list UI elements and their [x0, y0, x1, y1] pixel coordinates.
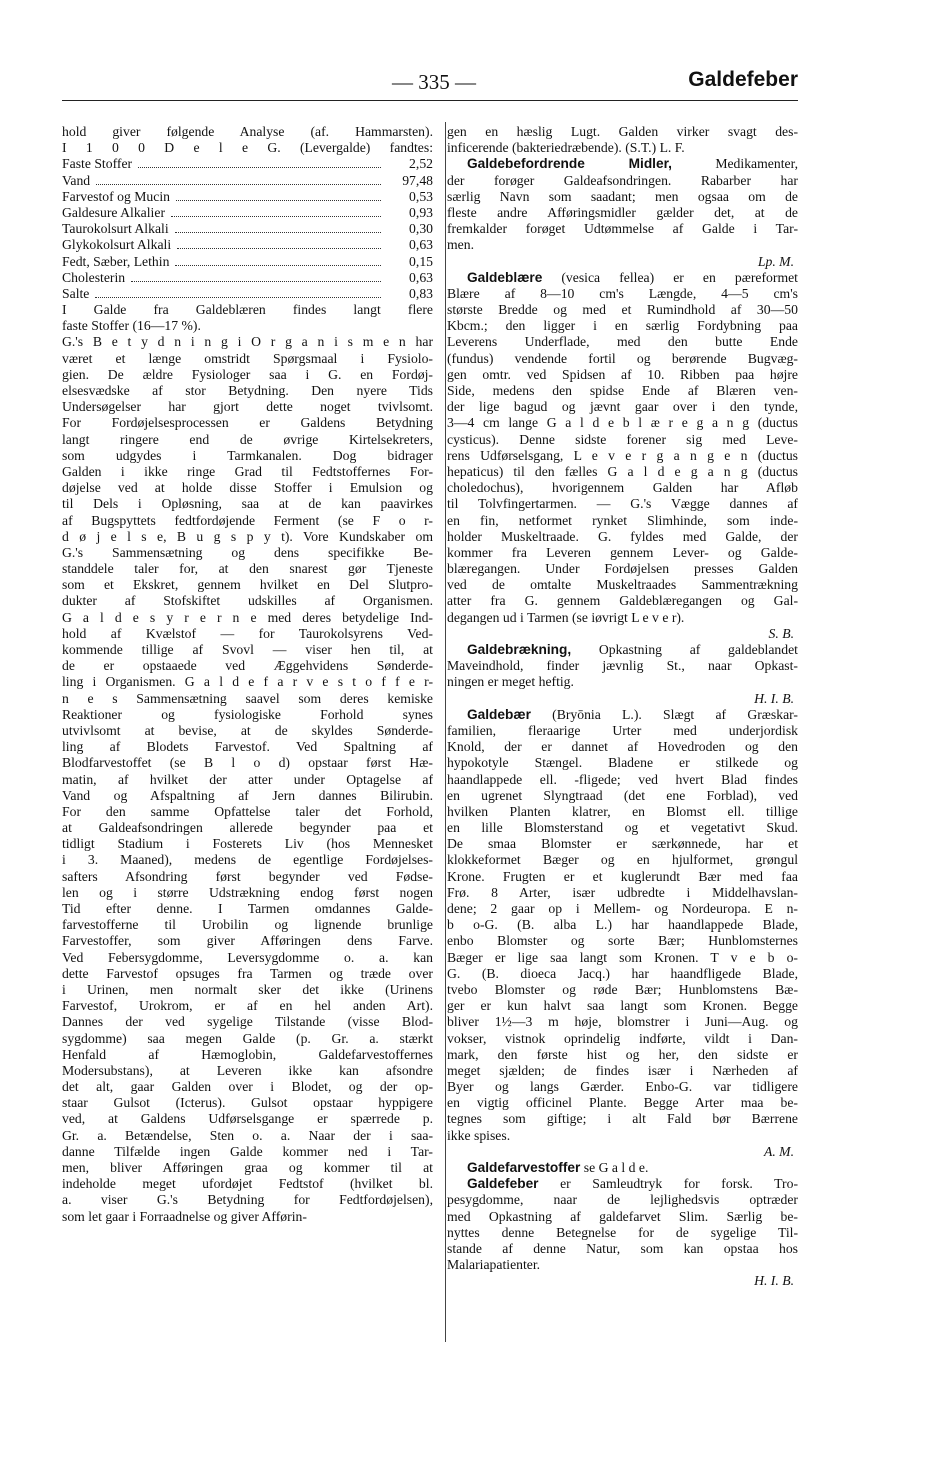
text-line: Vand og Afspaltning af Jern dannes Bilirubin. — [62, 787, 433, 803]
entry-text: Kbcm.; den ligger i en særlig Fordybning paa — [447, 318, 798, 334]
analysis-label: Glykokolsurt Alkali — [62, 237, 172, 253]
text-line — [447, 820, 798, 836]
text-line: dette Farvestof opsuges fra Tarmen og træde over — [62, 965, 433, 981]
entry-headword: Galdebefordrende Midler, — [467, 156, 672, 172]
text-line: safters Afsondring først begynder ved Fødse- — [62, 868, 433, 884]
text-line: i Urinen, men normalt sker det ikke (Urinens — [62, 981, 433, 997]
entry-text: nyttes denne Betegnelse for de sygelige Til- — [447, 1224, 798, 1240]
analysis-value: 0,63 — [409, 237, 433, 253]
text-line — [447, 739, 798, 755]
entry-text: dene; 2 gaar op i Mellem- og Nordeuropa. E n- — [447, 901, 798, 916]
entry-text: bliver 1½—3 m høje, blomstrer i Juni—Aug. og — [447, 1014, 798, 1030]
entry-headword: Galdeblære — [467, 269, 543, 285]
text-line: som let gaar i Forraadnelse og giver Afførin- — [62, 1208, 307, 1224]
text-line — [447, 1209, 798, 1225]
author-signature: Lp. M. — [757, 253, 794, 269]
entry-text: ved de omtalte Muskeltraades Sammentrækning — [447, 577, 798, 593]
entry-text: med Opkastning af galdefarvet Slim. Særlig be- — [447, 1208, 798, 1224]
text-line: kommende tillige af Svovl — viser hen til, at — [62, 642, 433, 657]
text-line — [447, 1160, 798, 1176]
analysis-row — [62, 270, 433, 286]
text-line — [447, 221, 798, 237]
entry-text: ningen er meget heftig. — [447, 674, 574, 690]
entry-text: Medikamenter, — [671, 156, 798, 172]
text-line: hold af Kvælstof — for Taurokolsyrens Ved- — [62, 625, 433, 641]
text-line — [447, 480, 798, 496]
entry-text: kommer fra Leveren gennem Lever- og Galde- — [447, 544, 798, 560]
text-line — [447, 1047, 798, 1063]
analysis-value: 0,93 — [409, 204, 433, 220]
author-signature: A. M. — [763, 1143, 794, 1159]
dot-leader — [177, 248, 381, 249]
text-line: det alt, gaar Galden over i Blodet, og der op- — [62, 1079, 433, 1095]
entry-text: hypokotyle Stængel. Bladene er stilkede og — [447, 755, 798, 771]
text-line — [447, 1079, 798, 1095]
text-line: Henfald af Hæmoglobin, Galdefarvestoffernes — [62, 1046, 433, 1062]
text-line — [447, 1063, 798, 1079]
author-signature: H. I. B. — [754, 690, 794, 706]
running-head: Galdefeber — [688, 68, 798, 91]
dot-leader — [131, 281, 381, 282]
text-line — [447, 1014, 798, 1030]
entry-text: Bæger er lige saa langt som Kronen. T v e b o- — [447, 949, 798, 965]
text-line: For den samme Opfattelse taler det Forhold, — [62, 803, 433, 819]
text-line: faste Stoffer (16—17 %). — [62, 318, 201, 334]
entry-text: der lige bagud og jævnt gaar over i den tynde, — [447, 399, 798, 415]
text-line: Blodfarvestoffet (se B l o d) opstaar først Hæ- — [62, 755, 433, 771]
analysis-label: Taurokolsurt Alkali — [62, 221, 169, 237]
text-line: som et Ekskret, gennem hvilket en Del Slutpro- — [62, 577, 433, 593]
entry-text: fleste andre Afføringsmidler gælder det, at de — [447, 204, 798, 220]
entry-text: (fundus) vendende fortil og berørende Bugvæg- — [447, 350, 798, 366]
text-line — [447, 1257, 798, 1273]
entry-text: Maveindhold, finder jævnlig St., naar Opkast- — [447, 658, 798, 674]
text-line — [447, 723, 798, 739]
entry-text: atter fra G. gennem Galdeblæregangen og Gal- — [447, 593, 798, 609]
entry-text: rens Udførselsgang, L e v e r g a n g e n (ductus — [447, 447, 798, 463]
entry-text: pesygdomme, naar de lejlighedsvis optræder — [447, 1192, 798, 1208]
analysis-value: 97,48 — [402, 172, 433, 188]
text-line: de er opstaaede ved Æggehvidens Sønderde- — [62, 658, 433, 674]
analysis-label: Vand — [62, 172, 91, 188]
text-line: sygdomme) saa megen Galde (p. Gr. a. stærkt — [62, 1030, 433, 1046]
analysis-value: 0,15 — [409, 253, 433, 269]
analysis-label: Galdesure Alkalier — [62, 204, 165, 220]
text-line — [447, 205, 798, 221]
entry-headword: Galdefeber — [467, 1176, 539, 1192]
text-line: Farvestoffer, som giver Afføringen dens Farve. — [62, 933, 433, 949]
text-line — [447, 610, 798, 626]
entry-text: se G a l d e. — [580, 1160, 649, 1175]
analysis-row — [62, 156, 433, 172]
text-line: elsesvædske af stor Betydning. Den nyere Tids — [62, 383, 433, 398]
text-line: gien. De ældre Fysiologer saa i G. en Fordøj- — [62, 366, 433, 382]
text-line — [447, 933, 798, 949]
entry-text: holder Muskeltraade. G. fyldes med Galde, der — [447, 528, 798, 544]
text-line — [447, 1241, 798, 1257]
text-line: n e s Sammensætning saavel som deres kemiske — [62, 690, 433, 706]
text-line — [447, 464, 798, 480]
entry-text: degangen ud i Tarmen (se iøvrigt L e v e r). — [447, 609, 685, 625]
entry-text: en fin, netformet rynket Slimhinde, som inde- — [447, 512, 798, 528]
text-line — [447, 869, 798, 885]
text-line — [447, 529, 798, 545]
text-line: dukter af Stofskiftet udskilles af Organismen. — [62, 593, 433, 609]
text-line — [447, 658, 798, 674]
text-line — [447, 545, 798, 561]
entry-text: Blære af 8—10 cm's Længde, 4—5 cm's — [447, 285, 798, 301]
entry-headword: Galdebær — [467, 706, 531, 722]
text-line — [447, 755, 798, 771]
text-line: Galden i ikke ringe Grad til Fedtstoffernes For- — [62, 463, 433, 479]
text-line — [447, 901, 798, 917]
text-line: standdele taler for, at den snarest gør Tjeneste — [62, 561, 433, 577]
text-line: danne Tilfælde ingen Galde kommer ned i Tar- — [62, 1143, 433, 1159]
text-line — [447, 318, 798, 334]
text-line: indeholde meget ufordøjet Fedtstof (hvilket bl. — [62, 1176, 433, 1192]
text-line: Ved Febersygdomme, Leversygdomme o. a. kan — [62, 949, 433, 965]
analysis-row — [62, 286, 433, 302]
analysis-label: Salte — [62, 285, 90, 301]
text-line — [447, 804, 798, 820]
text-line: Undersøgelser har gjort dette noget tvivlsomt. — [62, 399, 433, 415]
text-line — [447, 836, 798, 852]
text-line: som udgydes i Tarmkanalen. Dog bidrager — [62, 447, 433, 463]
entry-text: choledochus), hvorigennem Galden har Afløb — [447, 480, 798, 496]
entry-text: der forøger Galdeafsondringen. Rabarber har — [447, 172, 798, 188]
text-line: G a l d e s y r e r n e med deres betydelige Ind- — [62, 609, 433, 625]
text-line: at Galdeafsondringen allerede begynder paa et — [62, 820, 433, 836]
text-line — [447, 448, 798, 464]
text-line — [447, 642, 798, 658]
text-line: For Fordøjelsesprocessen er Galdens Betydning — [62, 415, 433, 431]
text-line: a. viser G.'s Betydning for Fedtfordøjelsen), — [62, 1192, 433, 1208]
text-line — [447, 593, 798, 609]
entry-text: særlig Navn som saadant; men ogsaa om de — [447, 188, 798, 204]
entry-text: gen omtr. ved Spidsen af 10. Ribben paa højre — [447, 366, 798, 382]
entry-text: G. (B. dioeca Jacq.) har haandfligede Blade, — [447, 965, 798, 981]
entry-text: meget sjælden; de findes især i Nærheden af — [447, 1062, 798, 1078]
analysis-value: 0,30 — [409, 221, 433, 237]
text-line: ved, at Galdens Udførselsgange er spærrede p. — [62, 1111, 433, 1127]
entry-text: er Samleudtryk for forsk. Tro- — [538, 1176, 798, 1192]
text-line — [447, 577, 798, 593]
left-column — [62, 124, 433, 1225]
entry-text: stande af denne Natur, som kan opstaa hos — [447, 1240, 798, 1256]
text-line — [447, 1031, 798, 1047]
text-line: Dannes der ved sygelige Tilstande (visse Blod- — [62, 1014, 433, 1030]
analysis-value: 0,63 — [409, 269, 433, 285]
entry-text: Leverens Underflade, med den butte Ende — [447, 334, 798, 350]
analysis-row — [62, 237, 433, 253]
page-header — [62, 68, 798, 98]
entry-text: b o-G. (B. alba L.) har haandlappede Blade, — [447, 917, 798, 933]
text-line: utvivlsomt at bevise, at de skyldes Sønderde- — [62, 722, 433, 738]
analysis-row — [62, 205, 433, 221]
entry-text: enbo Blomster og sorte Bær; Hunblomsternes — [447, 933, 798, 949]
entry-text: fremkalder forøget Udtømmelse af Galde i Tar- — [447, 221, 798, 237]
text-line — [447, 1176, 798, 1192]
text-line — [447, 415, 798, 431]
text-line — [447, 674, 798, 690]
text-line: langt ringere end de øvrige Kirtelsekreters, — [62, 431, 433, 447]
dot-leader — [175, 265, 381, 266]
analysis-value: 0,53 — [409, 188, 433, 204]
text-line: Gr. a. Betændelse, Sten o. a. Naar der i saa- — [62, 1127, 433, 1143]
text-line: ling af Blodets Farvestof. Ved Spaltning af — [62, 739, 433, 755]
entry-text: gen en hæslig Lugt. Galden virker svagt des- — [447, 124, 798, 139]
text-line — [447, 383, 798, 399]
text-line — [447, 1111, 798, 1127]
text-line — [447, 1192, 798, 1208]
text-line: men, bliver Afføringen graa og kommer til at — [62, 1160, 433, 1175]
text-line — [447, 1128, 798, 1144]
entry-text: hvilken Planten klatrer, en Blomst ell. tillige — [447, 803, 798, 819]
dot-leader — [138, 167, 381, 168]
text-line — [447, 917, 798, 933]
entry-text: Malariapatienter. — [447, 1257, 541, 1273]
entry-text: ikke spises. — [447, 1127, 511, 1143]
entry-text: tegnes som giftige; i alt Fald bør Bærrene — [447, 1111, 798, 1127]
entry-text: ger er kun halvt saa langt som Kronen. Begge — [447, 998, 798, 1014]
text-line — [447, 772, 798, 788]
entry-text: men. — [447, 237, 474, 253]
text-line: ling i Organismen. G a l d e f a r v e s t o f f e r- — [62, 674, 433, 690]
text-line: matin, af hvilket der atter under Optagelse af — [62, 771, 433, 787]
entry-text: 3—4 cm lange G a l d e b l æ r e g a n g (ductus — [447, 415, 798, 431]
dot-leader — [175, 232, 381, 233]
text-line: døjelse ved at holde disse Stoffer i Emulsion og — [62, 480, 433, 496]
entry-text: Knold, der er dannet af Hovedroden og den — [447, 739, 798, 755]
text-line — [447, 286, 798, 302]
entry-text: Frø. 8 Arter, især udbredte i Middelhavslan- — [447, 884, 798, 900]
text-line — [447, 1095, 798, 1111]
text-line: hold giver følgende Analyse (af. Hammarsten). — [62, 124, 433, 139]
author-signature: H. I. B. — [754, 1273, 794, 1289]
analysis-value: 2,52 — [409, 156, 433, 172]
text-line — [447, 561, 798, 577]
entry-text: hepaticus) til den fælles G a l d e g a n g (ductus — [447, 463, 798, 479]
analysis-row — [62, 173, 433, 189]
entry-text: blæregangen. Under Fordøjelsen presses Galden — [447, 561, 798, 577]
text-line — [447, 334, 798, 350]
entry-text: tvebo Blomster og røde Bær; Hunblomstens Bæ- — [447, 981, 798, 997]
text-line — [447, 237, 798, 253]
column-divider — [445, 122, 446, 1342]
entry-text: mark, den første hist og her, den sidste er — [447, 1046, 798, 1062]
text-line — [447, 432, 798, 448]
text-line: Modersubstans), at Leveren ikke kan afsondre — [62, 1062, 433, 1078]
analysis-row — [62, 221, 433, 237]
text-line — [447, 966, 798, 982]
analysis-row — [62, 254, 433, 270]
text-line: staar Gulsot (Icterus). Gulsot opstaar hyppigere — [62, 1095, 433, 1111]
text-line: af Bugspyttets fedtfordøjende Ferment (se F o r- — [62, 512, 433, 528]
page-number: — 335 — — [392, 70, 476, 94]
text-line: været et længe omstridt Spørgsmaal i Fysiolo- — [62, 350, 433, 366]
entry-text: familien, fleraarige Urter med underjordisk — [447, 722, 798, 738]
text-line — [447, 513, 798, 529]
entry-text: en vigtig officinel Plante. Begge Arter maa be- — [447, 1095, 798, 1111]
text-line — [447, 173, 798, 189]
right-column — [447, 124, 798, 1290]
text-line — [447, 124, 798, 140]
text-line — [447, 351, 798, 367]
entry-text: vokser, vistnok oprindelig indførte, vildt i Dan- — [447, 1030, 798, 1046]
entry-text: klokkeformet Bæger og en hjulformet, grøngul — [447, 852, 798, 868]
entry-text: (vesica fellea) er en pæreformet — [542, 269, 798, 285]
text-line: Farvestof, Urokrom, er af en hel anden Art). — [62, 998, 433, 1014]
text-line — [447, 156, 798, 172]
entry-headword: Galdebrækning, — [467, 642, 572, 657]
text-line — [447, 1225, 798, 1241]
text-line — [447, 852, 798, 868]
text-line: d ø j e l s e, B u g s p y t). Vore Kundskaber om — [62, 528, 433, 544]
entry-text: De smaa Blomster er særkønnede, har et — [447, 836, 798, 852]
entry-text: cysticus). Denne sidste forener sig med Leve- — [447, 431, 798, 447]
entry-headword: Galdefarvestoffer — [467, 1160, 581, 1175]
dot-leader — [95, 297, 381, 298]
entry-text: til Tolvfingertarmen. — G.'s Vægge dannes af — [447, 496, 798, 512]
text-line — [447, 496, 798, 512]
entry-text: (Bryōnia L.). Slægt af Græskar- — [530, 706, 798, 722]
text-line — [447, 140, 798, 156]
text-line: Reaktioner og fysiologiske Forhold synes — [62, 706, 433, 722]
text-line — [447, 270, 798, 286]
text-line — [447, 885, 798, 901]
entry-text: en ugrenet Slyngtraad (det ene Forblad), ved — [447, 787, 798, 803]
text-line: G.'s Sammensætning og dens specifikke Be- — [62, 544, 433, 560]
entry-text: største Bredde og med et Rumindhold af 30—50 — [447, 302, 798, 318]
entry-text: en lille Blomsterstand og et vegetativt Skud. — [447, 820, 798, 836]
text-line — [447, 707, 798, 723]
text-line — [447, 367, 798, 383]
dot-leader — [176, 200, 381, 201]
text-line — [447, 788, 798, 804]
text-line — [447, 998, 798, 1014]
text-line: I Galde fra Galdeblæren findes langt flere — [62, 302, 433, 318]
entry-text: inficerende (bakteriedræbende). (S.T.) L. F. — [447, 140, 685, 156]
text-line: G.'s B e t y d n i n g i O r g a n i s m e n har — [62, 334, 433, 350]
text-line: I 1 0 0 D e l e G. (Levergalde) fandtes: — [62, 140, 433, 156]
dot-leader — [96, 184, 381, 185]
analysis-row — [62, 189, 433, 205]
author-signature: S. B. — [768, 625, 794, 641]
text-line: til Dels i Opløsning, saa at de kan paavirkes — [62, 496, 433, 512]
text-line: len og i større Udstrækning endog først nogen — [62, 884, 433, 900]
text-line — [447, 982, 798, 998]
text-line: farvestofferne til Urobilin og lignende brunlige — [62, 917, 433, 933]
entry-text: haandlappede ell. -fligede; ved hvert Blad findes — [447, 771, 798, 787]
analysis-label: Fedt, Sæber, Lethin — [62, 253, 170, 269]
analysis-label: Faste Stoffer — [62, 156, 133, 172]
text-line — [447, 950, 798, 966]
analysis-label: Farvestof og Mucin — [62, 188, 170, 204]
text-line: Tid efter denne. I Tarmen omdannes Galde- — [62, 901, 433, 916]
text-line — [447, 189, 798, 205]
text-line: tidligt Stadium i Fosterets Liv (hos Mennesket — [62, 836, 433, 852]
text-line — [447, 302, 798, 318]
entry-text: Byer og langs Gærder. Enbo-G. var tidligere — [447, 1079, 798, 1095]
analysis-value: 0,83 — [409, 285, 433, 301]
analysis-label: Cholesterin — [62, 269, 126, 285]
header-rule — [62, 100, 798, 101]
entry-text: Opkastning af galdeblandet — [571, 642, 798, 657]
text-line: i 3. Maaned), medens de egentlige Fordøjelses- — [62, 852, 433, 868]
entry-text: Krone. Frugten er et kuglerundt Bær med faa — [447, 868, 798, 884]
entry-text: Side, medens den spidse Ende af Blæren ven- — [447, 383, 798, 398]
text-line — [447, 399, 798, 415]
dot-leader — [171, 216, 381, 217]
